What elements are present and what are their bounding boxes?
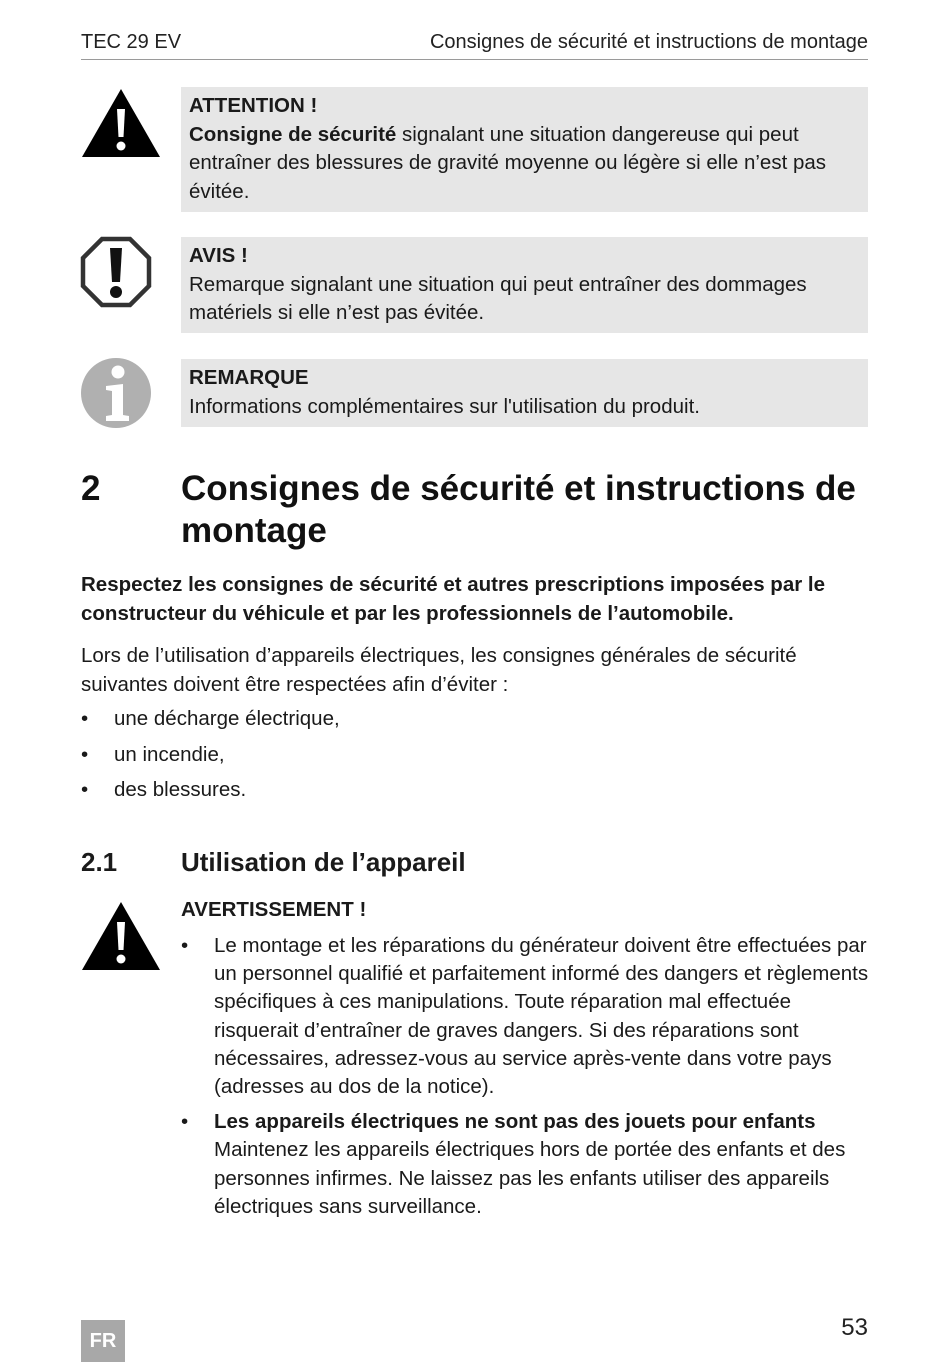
bullet-icon: •: [81, 742, 89, 766]
attention-heading: ATTENTION !: [189, 94, 318, 117]
list-item: [81, 741, 861, 777]
info-circle-icon: [80, 357, 152, 429]
bullet-icon: •: [181, 934, 189, 957]
bullet-icon: •: [181, 1110, 189, 1134]
section-number: 2: [81, 469, 101, 508]
attention-body: signalant une situation dangereuse qui peut entraîner des blessures de gravité moyenne ou légère si elle n’est pas évitée.: [189, 122, 827, 203]
list-item: [181, 932, 871, 1101]
section-intro: Lors de l’utilisation d’appareils électriques, les consignes générales de sécurité suivantes doivent être respectées afin d’éviter :: [81, 644, 797, 696]
attention-bold-lead: Consigne de sécurité: [189, 122, 397, 146]
avis-notice: [181, 237, 868, 333]
remarque-heading: REMARQUE: [189, 366, 309, 389]
section-title: Consignes de sécurité et instructions de montage: [181, 469, 856, 550]
warning-item-bold: Les appareils électriques ne sont pas des jouets pour enfants: [214, 1110, 816, 1134]
hazard-list: [81, 705, 861, 812]
warning-heading: AVERTISSEMENT !: [181, 898, 367, 921]
warning-triangle-icon: [80, 87, 162, 159]
warning-item-text: Le montage et les réparations du générateur doivent être effectuées par un personnel qualifié et parfaitement informé des dangers et règlements spécifiques à ces manipulations. Toute réparation mal effectuée risquerait d’entraîner de graves dangers. Si des réparations sont nécessaires, adressez-vous au service après-vente dans votre pays (adresses au dos de la notice).: [214, 934, 869, 1099]
attention-text: [189, 123, 826, 203]
bullet-icon: •: [81, 707, 89, 730]
page-number: 53: [841, 1314, 868, 1341]
list-item: [81, 776, 861, 812]
remarque-text: Informations complémentaires sur l'utilisation du produit.: [189, 394, 700, 418]
notice-octagon-icon: [80, 236, 152, 308]
section-lead: Respectez les consignes de sécurité et autres prescriptions imposées par le constructeur du véhicule et par les professionnels de l’automobile.: [81, 573, 825, 625]
warning-list: [181, 932, 871, 1228]
avis-text: Remarque signalant une situation qui peut entraîner des dommages matériels si elle n’est pas évitée.: [189, 272, 807, 324]
remarque-notice: [181, 359, 868, 427]
list-item-text: des blessures.: [114, 778, 247, 801]
list-item: [181, 1108, 871, 1221]
attention-notice: [181, 87, 868, 212]
bullet-icon: •: [81, 778, 89, 801]
warning-triangle-icon: [80, 900, 162, 972]
list-item-text: une décharge électrique,: [114, 707, 340, 730]
avis-heading: AVIS !: [189, 244, 248, 267]
language-badge: FR: [81, 1320, 125, 1362]
list-item: [81, 705, 861, 741]
page-header: [81, 31, 868, 60]
header-model: TEC 29 EV: [81, 31, 182, 53]
subsection-title: Utilisation de l’appareil: [181, 847, 466, 877]
warning-item-text: Maintenez les appareils électriques hors de portée des enfants et des personnes infirmes. Ne laissez pas les enfants utiliser des appareils électriques sans surveillance.: [214, 1138, 846, 1218]
list-item-text: un incendie,: [114, 742, 225, 766]
header-title: Consignes de sécurité et instructions de montage: [429, 31, 868, 53]
subsection-number: 2.1: [81, 847, 118, 877]
